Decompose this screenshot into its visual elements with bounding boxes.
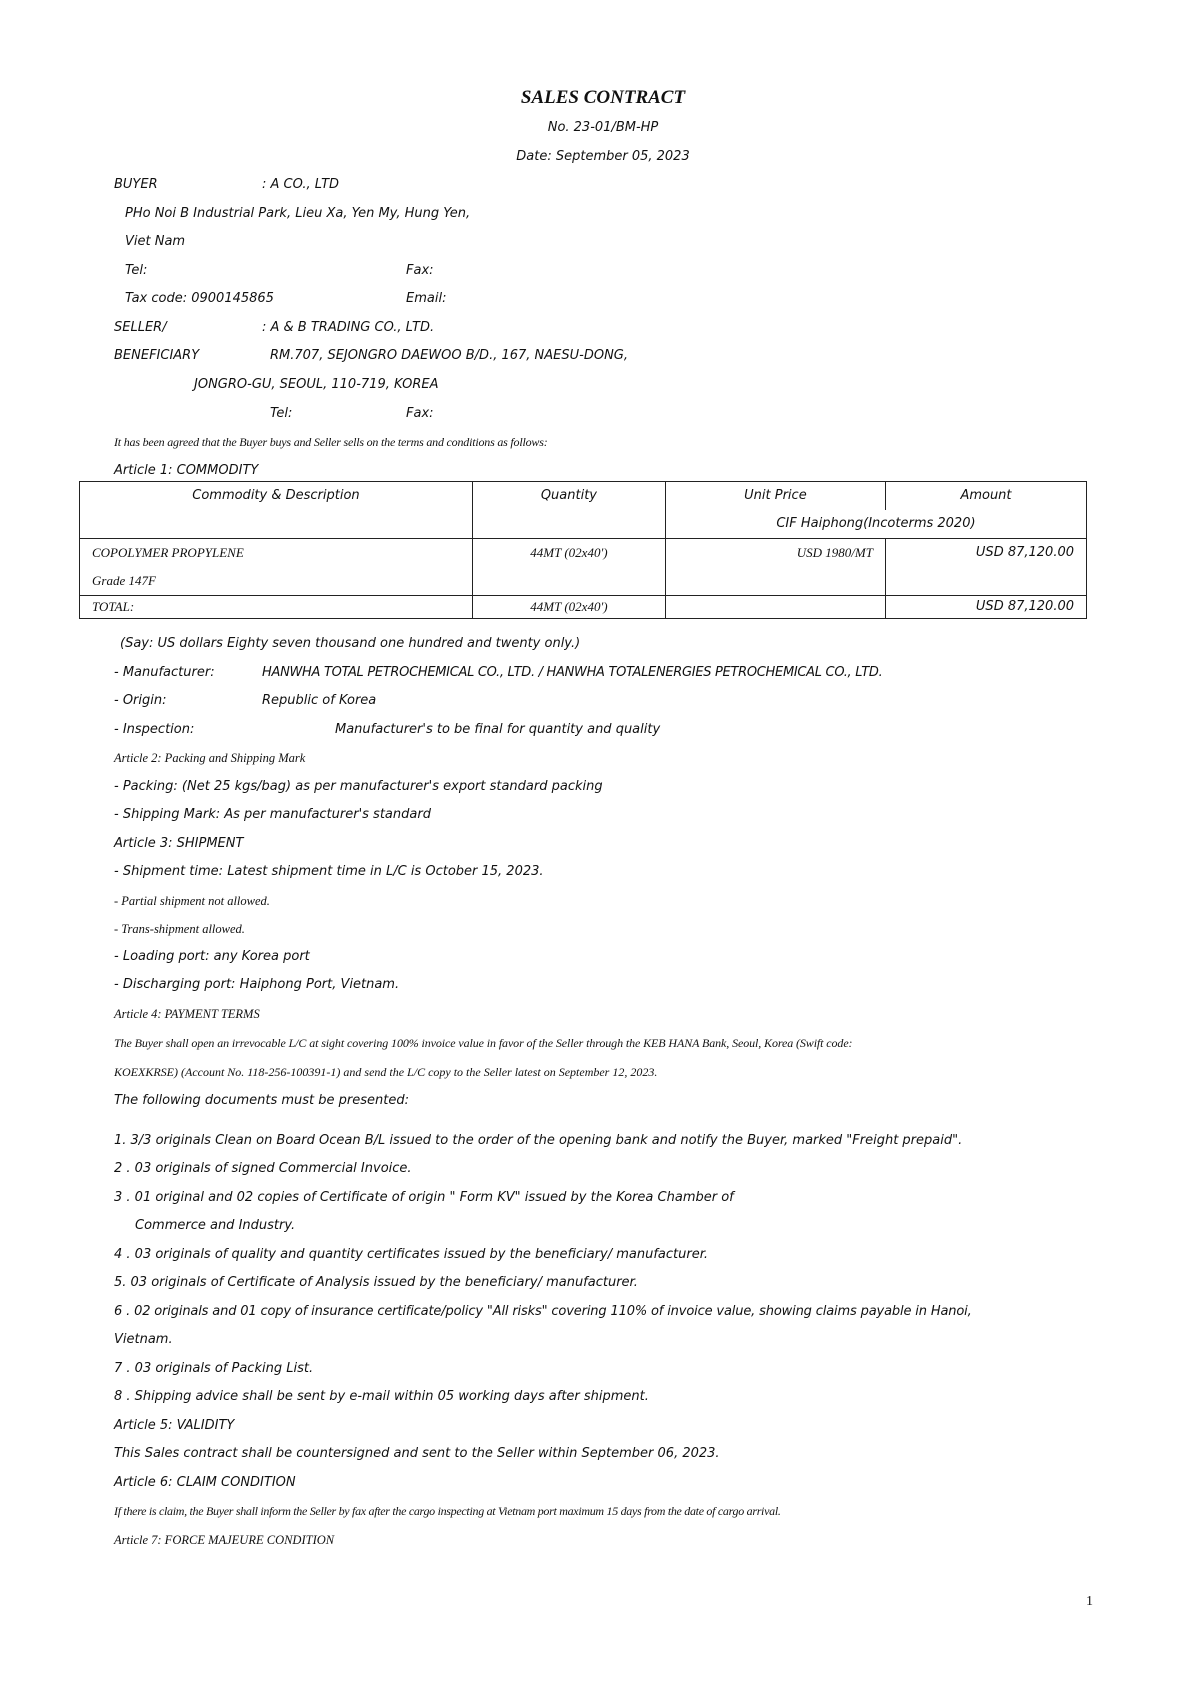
contract-number: No. 23-01/BM-HP <box>547 120 659 135</box>
origin-label: - Origin: <box>114 693 167 708</box>
col-header-amount: Amount <box>885 482 1086 511</box>
seller-name: : A & B TRADING CO., LTD. <box>262 320 435 335</box>
amount-in-words: (Say: US dollars Eighty seven thousand one hundred and twenty only.) <box>120 636 581 651</box>
document-title: SALES CONTRACT <box>520 87 686 108</box>
commodity-grade: Grade 147F <box>92 573 156 588</box>
buyer-email: Email: <box>406 291 447 306</box>
buyer-fax: Fax: <box>406 263 434 278</box>
beneficiary-label: BENEFICIARY <box>114 348 200 363</box>
document-item-1: 1. 3/3 originals Clean on Board Ocean B/L issued to the order of the opening bank and notify the Buyer, marked "Freight prepaid". <box>114 1133 963 1148</box>
document-item-3: 3 . 01 original and 02 copies of Certificate of origin " Form KV" issued by the Korea Chamber of <box>114 1190 734 1205</box>
col-header-commodity: Commodity & Description <box>80 482 473 539</box>
col-header-quantity: Quantity <box>472 482 665 539</box>
article3-heading: Article 3: SHIPMENT <box>114 836 244 851</box>
inspection-label: - Inspection: <box>114 722 195 737</box>
document-item-6: 6 . 02 originals and 01 copy of insurance certificate/policy "All risks" covering 110% of invoice value, showing claims payable in Hanoi, <box>114 1304 972 1319</box>
manufacturer-label: - Manufacturer: <box>114 665 215 680</box>
partial-shipment: - Partial shipment not allowed. <box>114 894 270 908</box>
document-item-3-cont: Commerce and Industry. <box>135 1218 296 1233</box>
payment-terms-line2: KOEXKRSE) (Account No. 118-256-100391-1) and send the L/C copy to the Seller latest on September 12, 2023. <box>114 1065 658 1079</box>
agreement-intro: It has been agreed that the Buyer buys and Seller sells on the terms and conditions as follows: <box>114 435 548 449</box>
contract-date: Date: September 05, 2023 <box>516 149 690 164</box>
commodity-table <box>79 481 1087 619</box>
table-total-row <box>80 596 1087 619</box>
document-item-5: 5. 03 originals of Certificate of Analysis issued by the beneficiary/ manufacturer. <box>114 1275 638 1290</box>
document-item-8: 8 . Shipping advice shall be sent by e-mail within 05 working days after shipment. <box>114 1389 649 1404</box>
commodity-quantity: 44MT (02x40') <box>472 539 665 596</box>
document-item-7: 7 . 03 originals of Packing List. <box>114 1361 314 1376</box>
buyer-name: : A CO., LTD <box>262 177 340 192</box>
inspection-value: Manufacturer's to be final for quantity and quality <box>335 722 661 737</box>
document-item-4: 4 . 03 originals of quality and quantity certificates issued by the beneficiary/ manufacturer. <box>114 1247 708 1262</box>
total-unit-price-empty <box>665 596 885 619</box>
buyer-tel: Tel: <box>125 263 148 278</box>
seller-label: SELLER/ <box>114 320 167 335</box>
article1-heading: Article 1: COMMODITY <box>114 463 259 478</box>
claim-condition-text: If there is claim, the Buyer shall inform the Seller by fax after the cargo inspecting at Vietnam port maximum 15 days from the date of cargo arrival. <box>114 1504 781 1518</box>
payment-terms-line1: The Buyer shall open an irrevocable L/C at sight covering 100% invoice value in favor of the Seller through the KEB HANA Bank, Seoul, Korea (Swift code: <box>114 1036 853 1050</box>
seller-fax: Fax: <box>406 406 434 421</box>
commodity-description <box>80 539 473 596</box>
trans-shipment: - Trans-shipment allowed. <box>114 922 245 936</box>
total-amount: USD 87,120.00 <box>885 596 1086 619</box>
shipment-time: - Shipment time: Latest shipment time in L/C is October 15, 2023. <box>114 864 544 879</box>
manufacturer-value: HANWHA TOTAL PETROCHEMICAL CO., LTD. / HANWHA TOTALENERGIES PETROCHEMICAL CO., LTD. <box>262 665 883 680</box>
page-number: 1 <box>1086 1594 1093 1609</box>
buyer-address-line1: PHo Noi B Industrial Park, Lieu Xa, Yen My, Hung Yen, <box>125 206 471 221</box>
seller-tel: Tel: <box>270 406 293 421</box>
total-label: TOTAL: <box>80 596 473 619</box>
loading-port: - Loading port: any Korea port <box>114 949 310 964</box>
article6-heading: Article 6: CLAIM CONDITION <box>114 1475 296 1490</box>
seller-address-line1: RM.707, SEJONGRO DAEWOO B/D., 167, NAESU-DONG, <box>270 348 629 363</box>
packing-text: - Packing: (Net 25 kgs/bag) as per manufacturer's export standard packing <box>114 779 603 794</box>
article2-heading: Article 2: Packing and Shipping Mark <box>114 751 306 765</box>
buyer-tax-code: Tax code: 0900145865 <box>125 291 274 306</box>
discharging-port: - Discharging port: Haiphong Port, Vietnam. <box>114 977 400 992</box>
article5-heading: Article 5: VALIDITY <box>114 1418 235 1433</box>
commodity-amount: USD 87,120.00 <box>885 539 1086 596</box>
commodity-name: COPOLYMER PROPYLENE <box>92 545 244 560</box>
document-item-2: 2 . 03 originals of signed Commercial Invoice. <box>114 1161 412 1176</box>
origin-value: Republic of Korea <box>262 693 377 708</box>
validity-text: This Sales contract shall be countersigned and sent to the Seller within September 06, 2023. <box>114 1446 720 1461</box>
article7-heading: Article 7: FORCE MAJEURE CONDITION <box>114 1533 335 1547</box>
table-row <box>80 539 1087 596</box>
commodity-unit-price: USD 1980/MT <box>665 539 885 596</box>
article4-heading: Article 4: PAYMENT TERMS <box>114 1007 260 1021</box>
shipping-mark-text: - Shipping Mark: As per manufacturer's standard <box>114 807 431 822</box>
document-item-6-cont: Vietnam. <box>114 1332 173 1347</box>
price-basis: CIF Haiphong(Incoterms 2020) <box>665 510 1086 539</box>
total-quantity: 44MT (02x40') <box>472 596 665 619</box>
documents-intro: The following documents must be presented: <box>114 1093 410 1108</box>
seller-address-line2: JONGRO-GU, SEOUL, 110-719, KOREA <box>194 377 439 392</box>
col-header-unit-price: Unit Price <box>665 482 885 511</box>
buyer-address-line2: Viet Nam <box>125 234 186 249</box>
table-header-row <box>80 482 1087 511</box>
buyer-label: BUYER <box>114 177 158 192</box>
